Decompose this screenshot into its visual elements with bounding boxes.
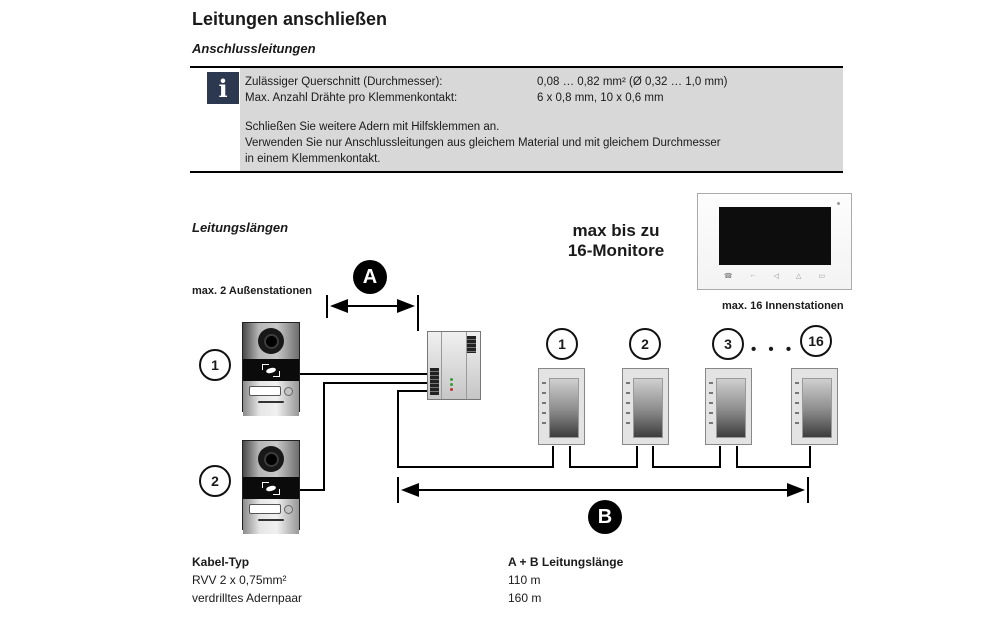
monitor-count-note xyxy=(563,221,669,261)
call-button xyxy=(284,387,293,396)
monitor-number: 3 xyxy=(712,328,744,360)
rfid-card-icon xyxy=(262,482,280,495)
indoor-monitor xyxy=(705,368,752,445)
monitor-count-note-line: max bis zu xyxy=(572,221,660,240)
indoor-monitor xyxy=(622,368,669,445)
status-leds xyxy=(450,378,453,391)
indoor-monitor xyxy=(538,368,585,445)
section-subtitle: Anschlussleitungen xyxy=(192,41,316,56)
monitor-keys xyxy=(795,382,799,424)
distance-b-badge: B xyxy=(588,500,622,534)
monitor-keys xyxy=(709,382,713,424)
monitor-screen xyxy=(633,378,663,438)
monitor-count-note-line: 16-Monitore xyxy=(567,241,665,260)
led-green xyxy=(450,378,453,381)
device-divider xyxy=(441,332,442,399)
bus-controller xyxy=(427,331,481,400)
monitor-keys xyxy=(542,382,546,424)
cable-type-header: Kabel-Typ xyxy=(192,555,250,569)
monitor-screen xyxy=(549,378,579,438)
up-icon: △ xyxy=(796,273,802,280)
spec-row xyxy=(245,90,835,106)
info-icon: i xyxy=(207,72,239,104)
led-green xyxy=(450,383,453,386)
monitor-number: 2 xyxy=(629,328,661,360)
speaker-slot xyxy=(258,401,284,403)
rfid-band xyxy=(243,359,299,381)
info-paragraph xyxy=(245,119,835,167)
info-paragraph-line: Verwenden Sie nur Anschlussleitungen aus gleichem Material und mit gleichem Durchmesser xyxy=(245,137,721,149)
monitor-screen xyxy=(802,378,832,438)
monitor-screen xyxy=(719,207,831,265)
cable-type-column xyxy=(192,553,302,607)
spec-value: 0,08 … 0,82 mm² (Ø 0,32 … 1,0 mm) xyxy=(537,76,728,88)
indoor-stations-label: max. 16 Innenstationen xyxy=(722,300,844,312)
info-paragraph-line: Schließen Sie weitere Adern mit Hilfsklemmen an. xyxy=(245,121,500,133)
info-box-content xyxy=(240,68,843,171)
distance-a-badge: A xyxy=(353,260,387,294)
outdoor-stations-label: max. 2 Außenstationen xyxy=(192,285,313,297)
spec-row xyxy=(245,74,835,90)
info-paragraph-line: in einem Klemmenkontakt. xyxy=(245,153,381,165)
camera-icon xyxy=(258,328,284,354)
monitor-keys xyxy=(626,382,630,424)
speaker-icon: ◁ xyxy=(773,273,780,280)
indoor-monitor xyxy=(791,368,838,445)
cable-type-value: verdrilltes Adernpaar xyxy=(192,591,303,605)
menu-icon: ▭ xyxy=(818,273,826,280)
camera-section xyxy=(243,441,299,477)
terminal-block xyxy=(430,368,439,395)
cable-type-value: RVV 2 x 0,75mm² xyxy=(192,573,287,587)
camera-lens xyxy=(264,452,279,467)
indoor-monitor-image xyxy=(697,193,852,290)
diagram-heading: Leitungslängen xyxy=(192,220,289,235)
led-red xyxy=(450,388,453,391)
monitor-screen xyxy=(716,378,746,438)
spec-label: Max. Anzahl Drähte pro Klemmenkontakt: xyxy=(245,92,458,104)
monitor-touch-keys xyxy=(698,272,851,280)
name-plate xyxy=(249,504,281,514)
cable-length-header: A + B Leitungslänge xyxy=(508,555,624,569)
cable-length-value: 160 m xyxy=(508,591,542,605)
name-plate xyxy=(249,386,281,396)
call-section xyxy=(243,381,299,416)
spec-value: 6 x 0,8 mm, 10 x 0,6 mm xyxy=(537,92,664,104)
arrow-left-icon: ← xyxy=(749,272,757,279)
page-title: Leitungen anschließen xyxy=(192,9,388,29)
speaker-slot xyxy=(258,519,284,521)
info-box xyxy=(190,66,843,173)
rfid-band xyxy=(243,477,299,499)
outdoor-station xyxy=(242,322,300,412)
spec-label: Zulässiger Querschnitt (Durchmesser): xyxy=(245,76,443,88)
terminal-block xyxy=(467,336,476,353)
microphone-hole xyxy=(837,202,840,205)
monitor-number: 1 xyxy=(546,328,578,360)
camera-lens xyxy=(264,334,279,349)
rfid-card-icon xyxy=(262,364,280,377)
phone-icon: ☎ xyxy=(723,273,733,280)
ellipsis: • • • xyxy=(751,341,796,358)
camera-icon xyxy=(258,446,284,472)
cable-length-column xyxy=(508,553,623,607)
call-button xyxy=(284,505,293,514)
monitor-number: 16 xyxy=(800,325,832,357)
camera-section xyxy=(243,323,299,359)
call-section xyxy=(243,499,299,534)
info-box-gutter xyxy=(190,68,240,171)
outdoor-station-number: 1 xyxy=(199,349,231,381)
cable-length-value: 110 m xyxy=(508,573,541,587)
outdoor-station-number: 2 xyxy=(199,465,231,497)
outdoor-station xyxy=(242,440,300,530)
